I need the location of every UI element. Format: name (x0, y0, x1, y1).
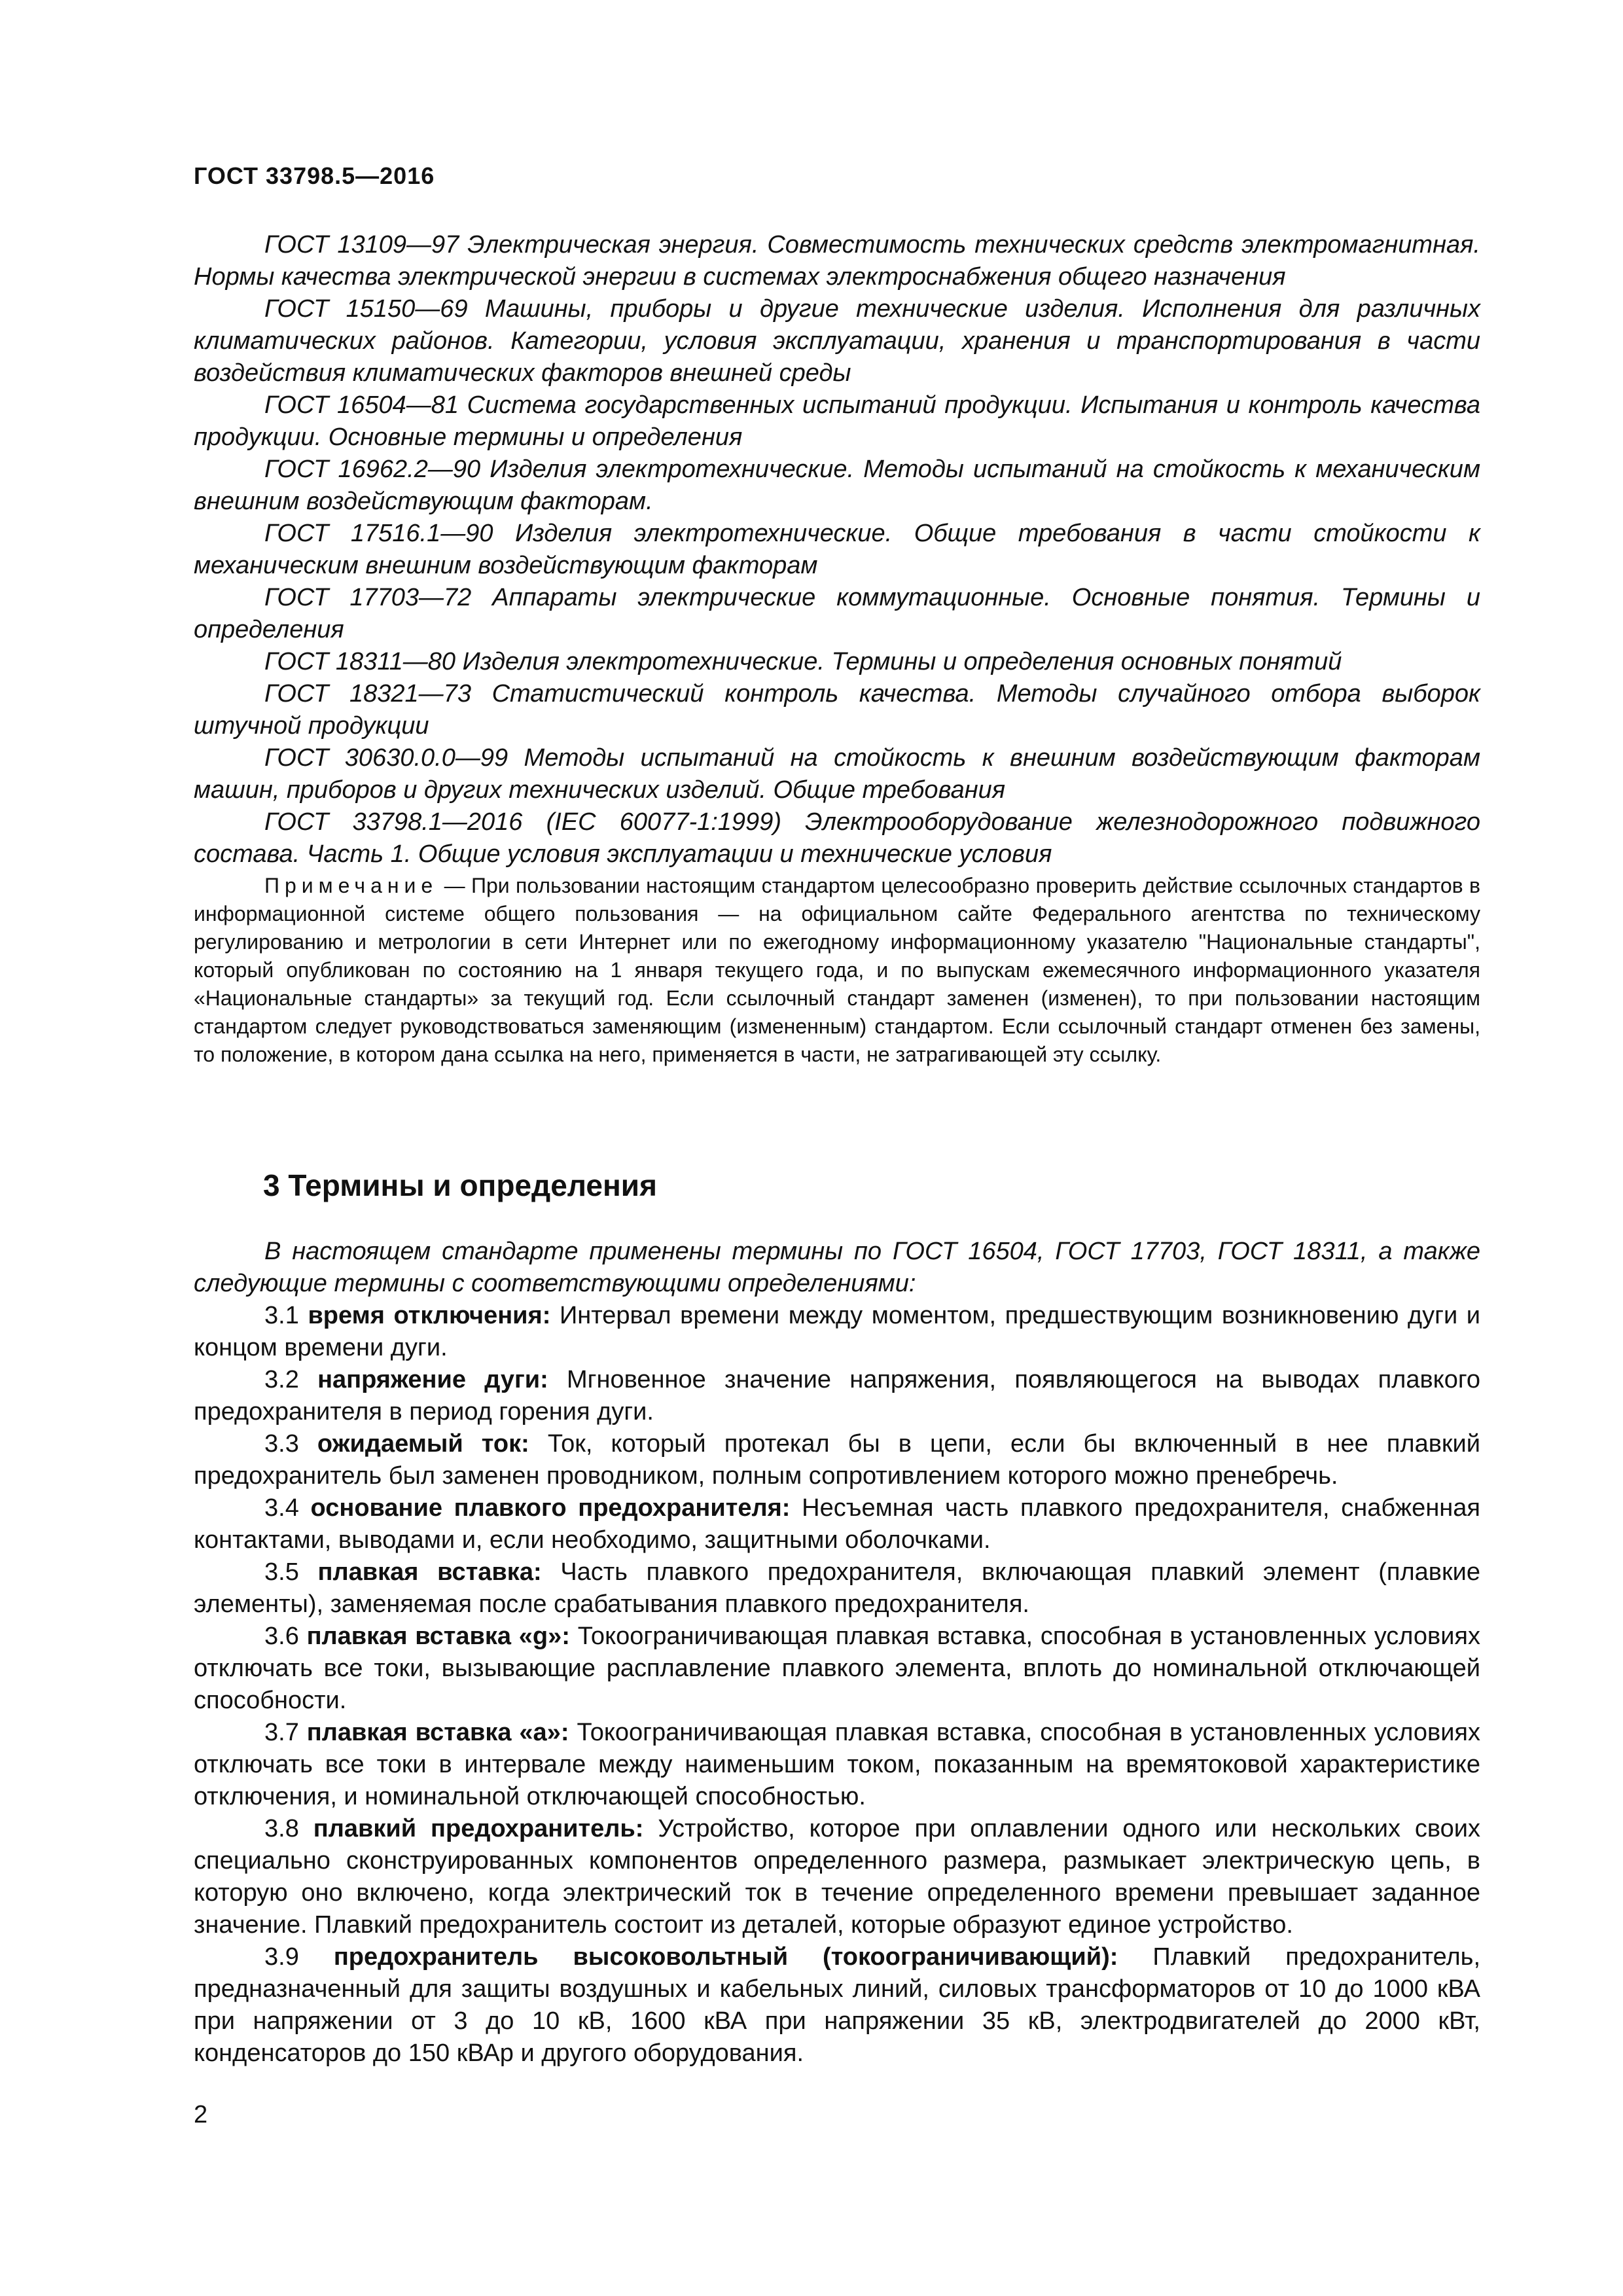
term-entry (194, 1941, 1480, 2070)
term-definition: Токоограничивающая плавкая вставка, способная в установленных условиях отключать все токи, вызывающие расплавление плавкого элемента, вплоть до номинальной отключающей способности. (194, 1623, 1480, 1714)
reference-item: ГОСТ 30630.0.0—99 Методы испытаний на стойкость к внешним воздействующим факторам машин, приборов и других технических изделий. Общие требования (194, 744, 1480, 804)
term-number: 3.6 (264, 1623, 299, 1650)
note-text: При пользовании настоящим стандартом целесообразно проверить действие ссылочных стандартов в информационной системе общего пользования — на официальном сайте Федерального агентства по техническому регулированию и метрологии в сети Интернет или по ежегодному информационному указателю "Национальные стандарты", который опубликован по состоянию на 1 января текущего года, и по выпускам ежемесячного информационного указателя «Национальные стандарты» за текущий год. Если ссылочный стандарт заменен (изменен), то при пользовании настоящим стандартом следует руководствоваться заменяющим (измененным) стандартом. Если ссылочный стандарт отменен без замены, то положение, в котором дана ссылка на него, применяется в части, не затрагивающей эту ссылку. (194, 874, 1481, 1066)
reference-item: ГОСТ 17703—72 Аппараты электрические коммутационные. Основные понятия. Термины и определения (194, 584, 1480, 643)
term-name: плавкий предохранитель: (313, 1815, 644, 1842)
term-number: 3.2 (264, 1366, 299, 1393)
term-number: 3.7 (264, 1719, 299, 1746)
term-definition: Интервал времени между моментом, предшествующим возникновению дуги и концом времени дуги. (194, 1302, 1481, 1361)
term-definition: Несъемная часть плавкого предохранителя, снабженная контактами, выводами и, если необходимо, защитными оболочками. (194, 1494, 1480, 1554)
term-entry (194, 1300, 1480, 1364)
reference-item: ГОСТ 33798.1—2016 (IEC 60077-1:1999) Электрооборудование железнодорожного подвижного состава. Часть 1. Общие условия эксплуатации и технические условия (194, 808, 1480, 868)
term-number: 3.3 (264, 1430, 299, 1458)
document-header: ГОСТ 33798.5—2016 (194, 162, 435, 189)
reference-item: ГОСТ 15150—69 Машины, приборы и другие технические изделия. Исполнения для различных климатических районов. Категории, условия эксплуатации, хранения и транспортирования в части воздействия климатических факторов внешней среды (194, 295, 1480, 387)
term-number: 3.1 (264, 1302, 299, 1329)
term-entry (194, 1717, 1480, 1813)
terms-intro: В настоящем стандарте применены термины по ГОСТ 16504, ГОСТ 17703, ГОСТ 18311, а также следующие термины с соответствующими определениями: (194, 1238, 1480, 1297)
term-number: 3.9 (264, 1943, 299, 1971)
term-name: предохранитель высоковольтный (токоограничивающий): (333, 1943, 1118, 1971)
term-definition: Устройство, которое при оплавлении одного или нескольких своих специально сконструированных компонентов определенного размера, размыкает электрическую цепь, в которую оно включено, когда электрический ток в течение определенного времени превышает заданное значение. Плавкий предохранитель состоит из деталей, которые образуют единое устройство. (194, 1815, 1481, 1939)
reference-item: ГОСТ 18311—80 Изделия электротехнические. Термины и определения основных понятий (264, 648, 1342, 675)
term-definition: Часть плавкого предохранителя, включающая плавкий элемент (плавкие элементы), заменяемая после срабатывания плавкого предохранителя. (194, 1558, 1480, 1618)
term-number: 3.4 (264, 1494, 299, 1522)
term-name: плавкая вставка «a»: (306, 1719, 569, 1746)
reference-item: ГОСТ 16962.2—90 Изделия электротехнические. Методы испытаний на стойкость к механическим внешним воздействующим факторам. (194, 456, 1480, 515)
term-definition: Плавкий предохранитель, предназначенный для защиты воздушных и кабельных линий, силовых трансформаторов от 10 до 1000 кВА при напряжении от 3 до 10 кВ, 1600 кВА при напряжении 35 кВ, электродвигателей до 2000 кВт, конденсаторов до 150 кВАр и другого оборудования. (194, 1943, 1480, 2067)
term-name: плавкая вставка: (317, 1558, 542, 1586)
reference-item: ГОСТ 18321—73 Статистический контроль качества. Методы случайного отбора выборок штучной продукции (194, 680, 1480, 740)
term-name: напряжение дуги: (317, 1366, 548, 1393)
term-name: время отключения: (308, 1302, 551, 1329)
reference-item: ГОСТ 13109—97 Электрическая энергия. Совместимость технических средств электромагнитная. Нормы качества электрической энергии в системах электроснабжения общего назначения (194, 231, 1480, 291)
note-dash: — (438, 874, 471, 897)
term-definition: Токоограничивающая плавкая вставка, способная в установленных условиях отключать все токи в интервале между наименьшим током, показанным на времятоковой характеристике отключения, и номинальной отключающей способностью. (194, 1719, 1481, 1810)
term-name: плавкая вставка «g»: (306, 1623, 570, 1650)
term-number: 3.5 (264, 1558, 299, 1586)
term-name: ожидаемый ток: (317, 1430, 529, 1458)
term-definition: Ток, который протекал бы в цепи, если бы включенный в нее плавкий предохранитель был заменен проводником, полным сопротивлением которого можно пренебречь. (194, 1430, 1481, 1490)
reference-item: ГОСТ 16504—81 Система государственных испытаний продукции. Испытания и контроль качества продукции. Основные термины и определения (194, 391, 1480, 451)
note-block (194, 872, 1480, 1069)
section-title: 3 Термины и определения (263, 1168, 657, 1202)
reference-item: ГОСТ 17516.1—90 Изделия электротехнические. Общие требования в части стойкости к механическим внешним воздействующим факторам (194, 520, 1480, 579)
note-label: Примечание (264, 874, 438, 897)
term-entry (194, 1621, 1480, 1717)
term-name: основание плавкого предохранителя: (310, 1494, 791, 1522)
normative-references (194, 229, 1480, 870)
term-entry (194, 1364, 1480, 1428)
term-entry (194, 1492, 1480, 1556)
term-entry (194, 1556, 1480, 1621)
term-entry (194, 1428, 1480, 1492)
term-definition: Мгновенное значение напряжения, появляющегося на выводах плавкого предохранителя в период горения дуги. (194, 1366, 1480, 1426)
term-number: 3.8 (264, 1815, 299, 1842)
page-number: 2 (194, 2101, 208, 2128)
terms-list (194, 1236, 1480, 2070)
term-entry (194, 1813, 1480, 1941)
